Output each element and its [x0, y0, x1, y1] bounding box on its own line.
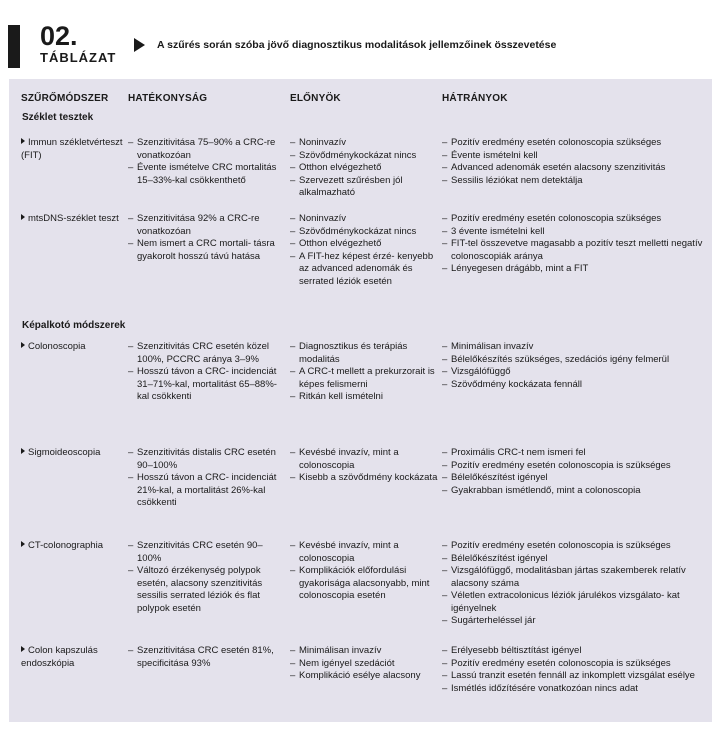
method-name: Immun székletvérteszt (FIT): [21, 137, 123, 161]
bullet-triangle-icon: [21, 646, 25, 652]
pros-cell: – Minimálisan invazív – Nem igényel szedációt – Komplikáció esélye alacsony: [290, 645, 421, 681]
table-title: A szűrés során szóba jövő diagnosztikus modalitások jellemzőinek összevetése: [157, 39, 557, 51]
efficacy-cell: – Szenzitivitása 75–90% a CRC-re vonatkozóan – Évente ismételve CRC mortalitás 15–33%-kal csökkenthető: [128, 137, 277, 186]
cons-cell: – Pozitív eredmény esetén colonoscopia is szükséges – Bélelőkészítést igényel – Vizsgálófüggő, modalitásban jártas szakemberek relatív alacsony száma – Véletlen extracolonicus léziók járulékos vizsgálato- kat igényelnek – Sugárterheléssel jár: [442, 540, 686, 626]
efficacy-cell: – Szenzitivitás CRC esetén közel 100%, PCCRC aránya 3–9% – Hosszú távon a CRC- incidenciát 31–71%-kal, mortalitást 65–88%-kal csökkenti: [128, 341, 277, 402]
cons-cell: – Proximális CRC-t nem ismeri fel – Pozitív eredmény esetén colonoscopia is szükséges – Bélelőkészítést igényel – Gyakrabban ismétlendő, mint a colonoscopia: [442, 447, 671, 496]
table-label: TÁBLÁZAT: [40, 50, 117, 65]
pros-cell: – Kevésbé invazív, mint a colonoscopia – Komplikációk előfordulási gyakorisága alacsonyabb, mint colonoscopia esetén: [290, 540, 430, 601]
method-name: mtsDNS-széklet teszt: [21, 213, 129, 226]
cons-cell: – Erélyesebb béltisztítást igényel – Pozitív eredmény esetén colonoscopia is szükséges – Lassú tranzit esetén fennáll az inkomplett vizsgálat esélye – Ismétlés időzítésére vonatkozóan nincs adat: [442, 645, 695, 694]
pros-cell: – Noninvazív – Szövődménykockázat nincs – Otthon elvégezhető – Szervezett szűrésben jól alkalmazható: [290, 137, 417, 198]
section-title-stool-tests: Széklet tesztek: [22, 112, 94, 123]
method-name: CT-colonographia: [21, 540, 129, 553]
efficacy-cell: – Szenzitivitása 92% a CRC-re vonatkozóan – Nem ismert a CRC mortali- tásra gyakorolt hosszú távú hatása: [128, 213, 275, 262]
method-name: Sigmoideoscopia: [21, 447, 129, 460]
play-arrow-icon: [134, 38, 145, 52]
cons-cell: – Minimálisan invazív – Bélelőkészítés szükséges, szedációs igény felmerül – Vizsgálófüggő – Szövődmény kockázata fennáll: [442, 341, 670, 390]
pros-cell: – Diagnosztikus és terápiás modalitás – A CRC-t mellett a prekurzorait is képes felismerni – Ritkán kell ismételni: [290, 341, 435, 402]
bullet-triangle-icon: [21, 214, 25, 220]
efficacy-cell: – Szenzitivitás distalis CRC esetén 90–100% – Hosszú távon a CRC- incidenciát 21%-kal, a mortalitást 26%-kal csökkenti: [128, 447, 277, 508]
pros-cell: – Kevésbé invazív, mint a colonoscopia – Kisebb a szövődmény kockázata: [290, 447, 438, 483]
column-header-pros: ELŐNYÖK: [290, 93, 341, 104]
column-header-efficacy: HATÉKONYSÁG: [128, 93, 208, 104]
cons-cell: – Pozitív eredmény esetén colonoscopia szükséges – Évente ismételni kell – Advanced adenomák esetén alacsony szenzitivitás – Sessilis léziókat nem detektálja: [442, 137, 666, 186]
bullet-triangle-icon: [21, 342, 25, 348]
table-number-bar: [8, 25, 20, 68]
bullet-triangle-icon: [21, 448, 25, 454]
bullet-triangle-icon: [21, 138, 25, 144]
cons-cell: – Pozitív eredmény esetén colonoscopia szükséges – 3 évente ismételni kell – FIT-tel összevetve magasabb a pozitív teszt melletti negatív colonoscopiák aránya – Lényegesen drágább, mint a FIT: [442, 213, 703, 274]
column-header-method: SZŰRŐMÓDSZER: [21, 93, 109, 104]
efficacy-cell: – Szenzitivitás CRC esetén 90–100% – Változó érzékenység polypok esetén, alacsony szenzitivitás sessilis serrated léziók és flat polypok esetén: [128, 540, 263, 614]
method-name: Colonoscopia: [21, 341, 129, 354]
table-number: 02.: [40, 21, 78, 51]
comparison-table: [9, 79, 712, 722]
efficacy-cell: – Szenzitivitása CRC esetén 81%, specificitása 93%: [128, 645, 274, 669]
bullet-triangle-icon: [21, 541, 25, 547]
method-name: Colon kapszulás endoszkópia: [21, 645, 98, 669]
column-header-cons: HÁTRÁNYOK: [442, 93, 508, 104]
pros-cell: – Noninvazív – Szövődménykockázat nincs – Otthon elvégezhető – A FIT-hez képest érzé- kenyebb az advanced adenomák és serrated léziók esetén: [290, 213, 434, 287]
section-title-imaging: Képalkotó módszerek: [22, 320, 126, 331]
